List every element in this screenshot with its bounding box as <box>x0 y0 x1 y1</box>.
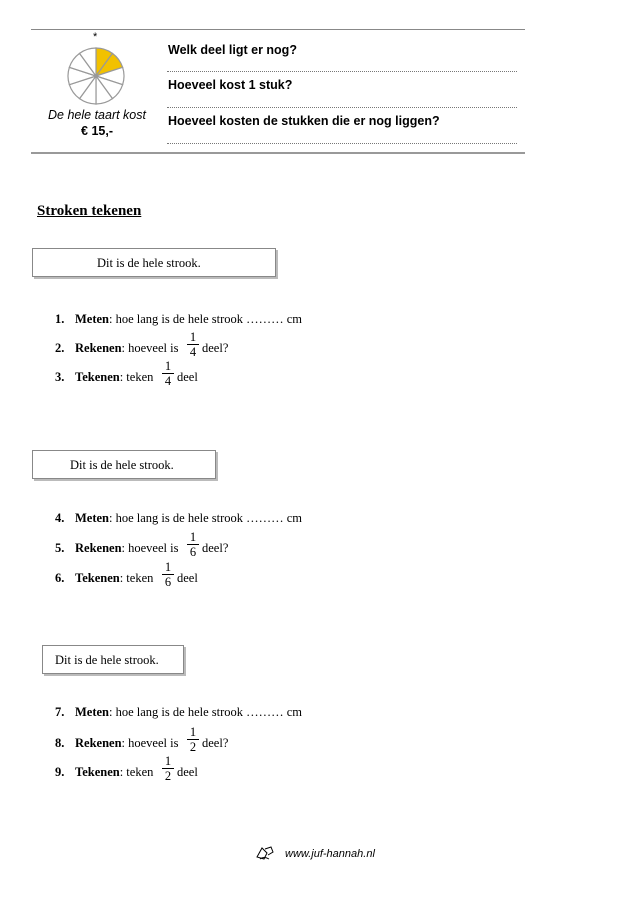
fraction-task-2: 1 4 <box>187 331 199 358</box>
fraction-task-8: 1 2 <box>187 726 199 753</box>
answer-line-2[interactable] <box>167 107 517 108</box>
strip-1 <box>32 248 276 277</box>
answer-line-1[interactable] <box>167 71 517 72</box>
fraction-task-3: 1 4 <box>162 360 174 387</box>
fraction-task-5: 1 6 <box>187 531 199 558</box>
task-2-after: deel? <box>202 341 229 355</box>
strip-2-label: Dit is de hele strook. <box>70 458 174 472</box>
task-1: 1. Meten: hoe lang is de hele strook ……… cm <box>55 312 303 326</box>
question-price-per-piece: Hoeveel kost 1 stuk? <box>168 78 293 92</box>
question-remaining: Welk deel ligt er nog? <box>168 43 297 57</box>
task-3-after: deel <box>177 370 198 384</box>
pie-star-mark: * <box>93 31 98 43</box>
strip-1-label: Dit is de hele strook. <box>97 256 201 270</box>
task-6: 6. Tekenen: teken <box>55 571 154 585</box>
answer-line-3[interactable] <box>167 143 517 144</box>
bottom-rule <box>31 152 525 154</box>
price-value: € 15,- <box>81 124 113 138</box>
question-price-remaining: Hoeveel kosten de stukken die er nog liggen? <box>168 114 440 128</box>
task-4: 4. Meten: hoe lang is de hele strook ……… cm <box>55 511 303 525</box>
footer-url[interactable]: www.juf-hannah.nl <box>285 848 375 860</box>
task-8: 8. Rekenen: hoeveel is <box>55 736 179 750</box>
task-8-after: deel? <box>202 736 229 750</box>
fraction-task-6: 1 6 <box>162 561 174 588</box>
task-7: 7. Meten: hoe lang is de hele strook ……… cm <box>55 705 303 719</box>
pencil-doodle-icon <box>255 845 275 861</box>
task-6-after: deel <box>177 571 198 585</box>
task-5: 5. Rekenen: hoeveel is <box>55 541 179 555</box>
pie-chart-icon <box>66 46 126 106</box>
strip-2 <box>32 450 216 479</box>
task-9-after: deel <box>177 765 198 779</box>
strip-3-label: Dit is de hele strook. <box>55 653 159 667</box>
task-5-after: deel? <box>202 541 229 555</box>
task-9: 9. Tekenen: teken <box>55 765 154 779</box>
task-3: 3. Tekenen: teken <box>55 370 154 384</box>
strip-3 <box>42 645 184 674</box>
task-2: 2. Rekenen: hoeveel is <box>55 341 179 355</box>
fraction-task-9: 1 2 <box>162 755 174 782</box>
price-label: De hele taart kost <box>48 108 146 122</box>
top-rule <box>31 29 525 30</box>
section-title: Stroken tekenen <box>37 203 142 219</box>
